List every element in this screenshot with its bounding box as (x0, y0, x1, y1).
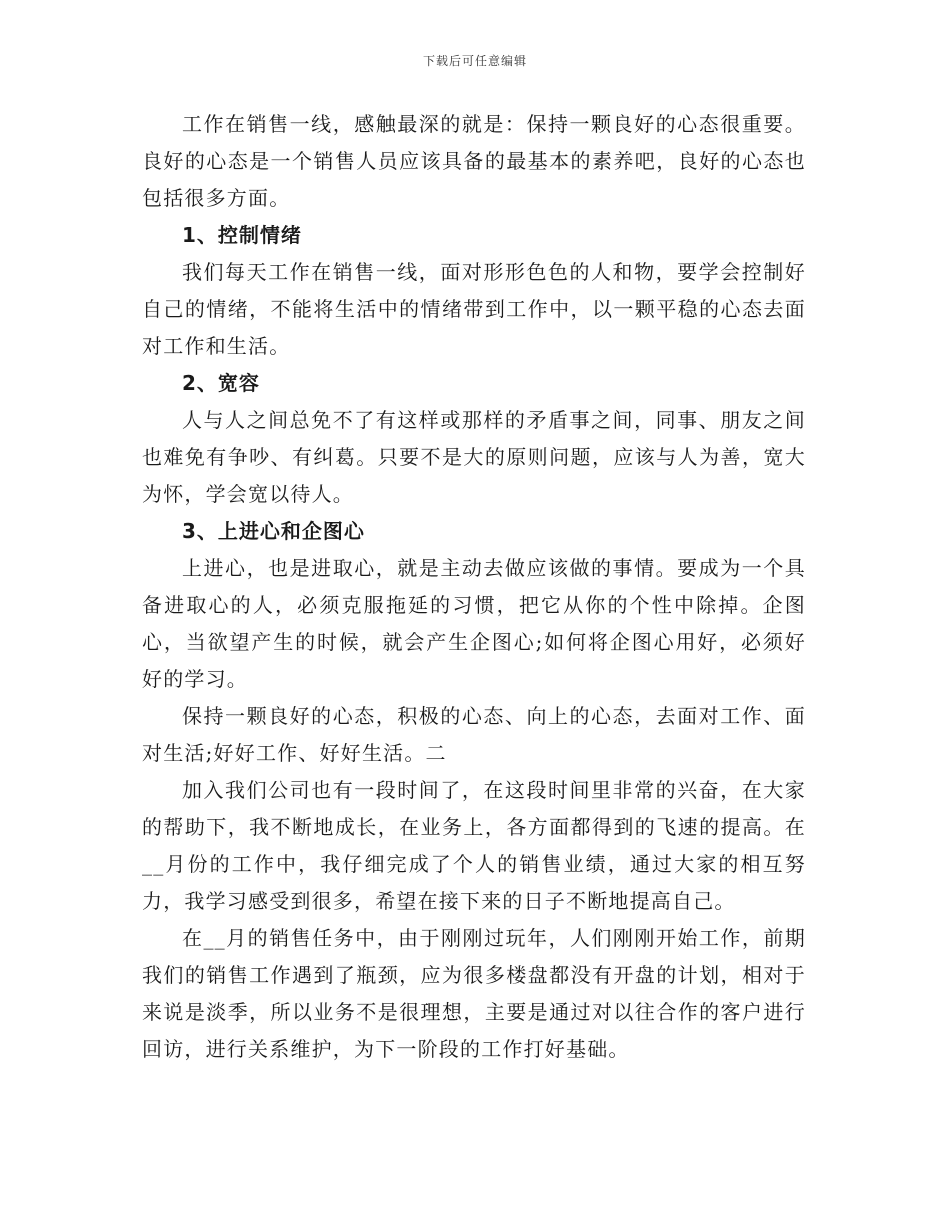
document-body (142, 106, 806, 1068)
paragraph-1: 工作在销售一线，感触最深的就是：保持一颗良好的心态很重要。良好的心态是一个销售人员应该具备的最基本的素养吧，良好的心态也包括很多方面。 (142, 112, 806, 210)
paragraph-4: 上进心，也是进取心，就是主动去做应该做的事情。要成为一个具备进取心的人，必须克服拖延的习惯，把它从你的个性中除掉。企图心，当欲望产生的时候，就会产生企图心;如何将企图心用好，必须好好的学习。 (142, 556, 806, 691)
paragraph-7: 在__月的销售任务中，由于刚刚过玩年，人们刚刚开始工作，前期我们的销售工作遇到了瓶颈，应为很多楼盘都没有开盘的计划，相对于来说是淡季，所以业务不是很理想，主要是通过对以往合作的客户进行回访，进行关系维护，为下一阶段的工作打好基础。 (142, 926, 806, 1061)
paragraph-2: 我们每天工作在销售一线，面对形形色色的人和物，要学会控制好自己的情绪，不能将生活中的情绪带到工作中，以一颗平稳的心态去面对工作和生活。 (142, 260, 806, 358)
heading-ambition: 3、上进心和企图心 (182, 519, 365, 543)
heading-tolerance: 2、宽容 (182, 371, 260, 395)
paragraph-3: 人与人之间总免不了有这样或那样的矛盾事之间，同事、朋友之间也难免有争吵、有纠葛。只要不是大的原则问题，应该与人为善，宽大为怀，学会宽以待人。 (142, 408, 806, 506)
paragraph-6: 加入我们公司也有一段时间了，在这段时间里非常的兴奋，在大家的帮助下，我不断地成长，在业务上，各方面都得到的飞速的提高。在__月份的工作中，我仔细完成了个人的销售业绩，通过大家的相互努力，我学习感受到很多，希望在接下来的日子不断地提高自己。 (142, 778, 806, 913)
paragraph-5: 保持一颗良好的心态，积极的心态、向上的心态，去面对工作、面对生活;好好工作、好好生活。二 (142, 704, 806, 765)
heading-control-emotions: 1、控制情绪 (182, 223, 302, 247)
page-header: 下载后可任意编辑 (422, 54, 527, 68)
